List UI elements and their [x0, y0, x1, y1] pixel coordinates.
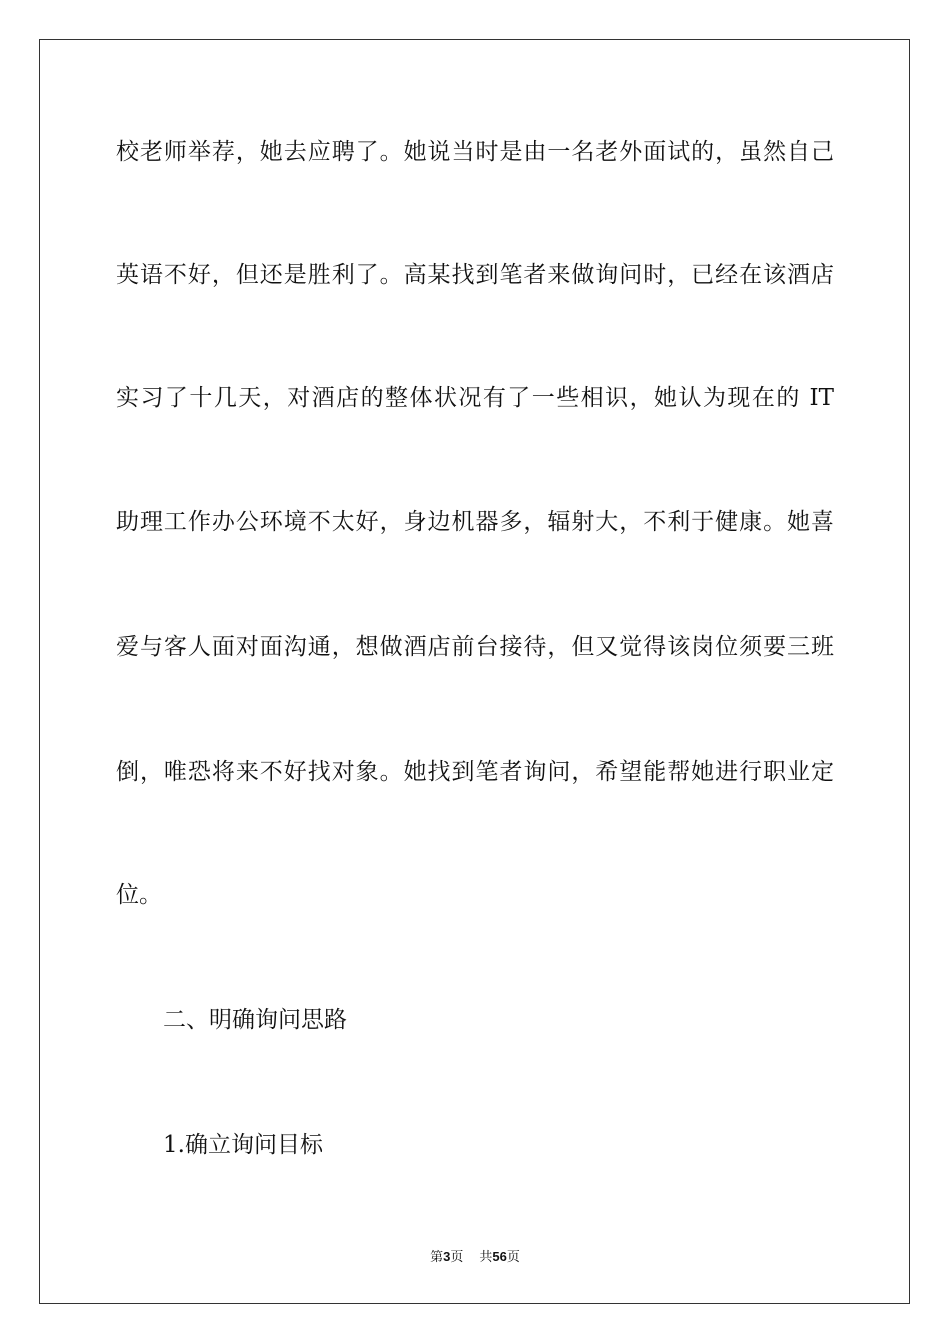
section-heading: 二、明确询问思路 — [163, 1007, 347, 1033]
paragraph-line-2: 英语不好，但还是胜利了。高某找到笔者来做询问时，已经在该酒店 — [116, 262, 834, 288]
total-suffix: 页 — [506, 1250, 520, 1265]
total-pages: 56 — [492, 1249, 507, 1264]
total-prefix: 共 — [479, 1250, 493, 1265]
paragraph-line-1: 校老师举荐，她去应聘了。她说当时是由一名老外面试的，虽然自己 — [116, 139, 834, 165]
paragraph-line-6: 倒，唯恐将来不好找对象。她找到笔者询问，希望能帮她进行职业定 — [116, 759, 834, 785]
paragraph-line-5: 爱与客人面对面沟通，想做酒店前台接待，但又觉得该岗位须要三班 — [116, 634, 834, 660]
page-border — [39, 39, 910, 1304]
paragraph-line-3: 实习了十几天，对酒店的整体状况有了一些相识，她认为现在的 IT — [116, 385, 834, 411]
page-suffix: 页 — [450, 1250, 464, 1265]
page-prefix: 第 — [430, 1250, 444, 1265]
paragraph-line-7: 位。 — [116, 882, 162, 908]
page-footer — [0, 1248, 950, 1267]
page-number: 3 — [443, 1249, 451, 1264]
subsection-heading: 1.确立询问目标 — [163, 1132, 323, 1158]
paragraph-line-4: 助理工作办公环境不太好，身边机器多，辐射大，不利于健康。她喜 — [116, 509, 834, 535]
